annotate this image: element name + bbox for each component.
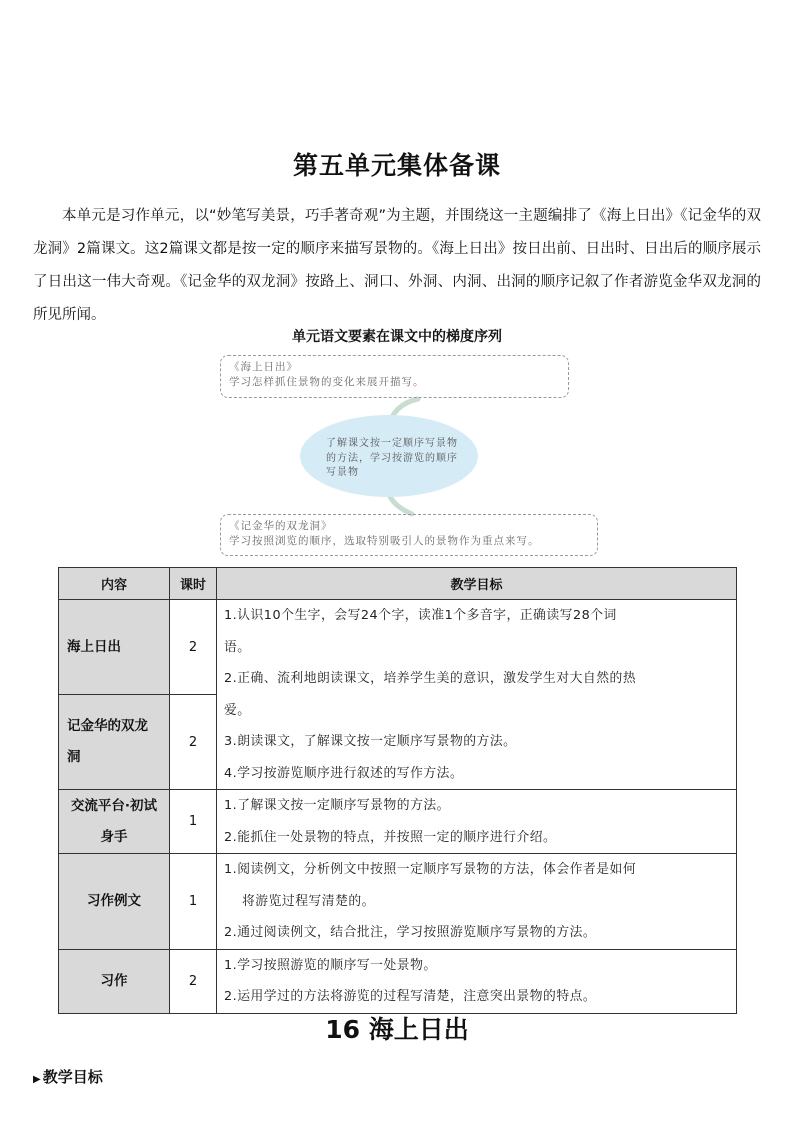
row-content: 习作例文 (59, 854, 170, 950)
page-title: 第五单元集体备课 (292, 151, 501, 180)
row-content: 交流平台·初试身手 (59, 790, 170, 854)
goal-line: 语。 (224, 639, 251, 655)
goal-line: 2.正确、流利地朗读课文，培养学生美的意识，激发学生对大自然的热 (224, 671, 637, 686)
goals-cell (217, 790, 737, 854)
mindmap-node-text: 学习按照浏览的顺序，选取特别吸引人的景物作为重点来写。 (229, 535, 540, 547)
table-row (59, 854, 737, 950)
header-hours: 课时 (170, 568, 217, 600)
goal-line: 1.认识10个生字，会写24个字，读准1个多音字，正确读写28个词 (224, 608, 617, 623)
lesson-title: 16 海上日出 (325, 1015, 469, 1044)
goal-line: 1.阅读例文，分析例文中按照一定顺序写景物的方法，体会作者是如何 (224, 862, 637, 877)
row-hours: 2 (170, 695, 217, 790)
goal-line: 1.了解课文按一定顺序写景物的方法。 (224, 798, 450, 813)
section-heading (33, 1066, 103, 1087)
goal-line: 1.学习按照游览的顺序写一处景物。 (224, 957, 437, 973)
table-row (59, 790, 737, 854)
header-goals: 教学目标 (217, 568, 737, 600)
goal-line: 4.学习按游览顺序进行叙述的写作方法。 (224, 765, 464, 781)
goal-line: 2.能抓住一处景物的特点，并按照一定的顺序进行介绍。 (224, 829, 557, 845)
table-header-row (59, 568, 737, 600)
mindmap-node-title: 《记金华的双龙洞》 (229, 520, 333, 532)
section-heading-text: 教学目标 (42, 1068, 103, 1086)
mindmap-node-title: 《海上日出》 (229, 361, 298, 373)
mindmap-node-haishang (220, 355, 569, 398)
goals-cell (217, 854, 737, 950)
goal-line: 3.朗读课文，了解课文按一定顺序写景物的方法。 (224, 734, 517, 749)
mindmap-node-text: 学习怎样抓住景物的变化来展开描写。 (229, 376, 425, 388)
goals-cell (217, 949, 737, 1013)
table-row (59, 600, 737, 695)
row-hours: 2 (170, 949, 217, 1013)
header-content: 内容 (59, 568, 170, 600)
section-subtitle: 单元语文要素在课文中的梯度序列 (292, 329, 502, 345)
goal-line: 2.通过阅读例文，结合批注，学习按照游览顺序写景物的方法。 (224, 925, 597, 940)
row-content: 海上日出 (59, 600, 170, 695)
mindmap-center-node: 了解课文按一定顺序写景物的方法，学习按游览的顺序写景物 (300, 415, 478, 497)
row-hours: 1 (170, 790, 217, 854)
intro-paragraph: 本单元是习作单元，以“妙笔写美景，巧手著奇观”为主题，并围绕这一主题编排了《海上日出》《记金华的双龙洞》2篇课文。这2篇课文都是按一定的顺序来描写景物的。《海上日出》按日出前、日出时、日出后的顺序展示了日出这一伟大奇观。《记金华的双龙洞》按路上、洞口、外洞、内洞、出洞的顺序记叙了作者游览金华双龙洞的所见所闻。 (33, 208, 761, 323)
goal-line: 2.运用学过的方法将游览的过程写清楚，注意突出景物的特点。 (224, 989, 597, 1004)
table-row (59, 949, 737, 1013)
triangle-bullet-icon: ▶ (33, 1074, 41, 1085)
goal-line: 爱。 (224, 702, 251, 718)
row-content: 习作 (59, 949, 170, 1013)
row-content: 记金华的双龙洞 (59, 695, 170, 790)
goals-cell (217, 600, 737, 790)
mindmap-node-shuanglong (220, 514, 598, 556)
lesson-plan-table (58, 567, 737, 1014)
goal-line: 将游览过程写清楚的。 (242, 893, 375, 909)
row-hours: 1 (170, 854, 217, 950)
row-hours: 2 (170, 600, 217, 695)
